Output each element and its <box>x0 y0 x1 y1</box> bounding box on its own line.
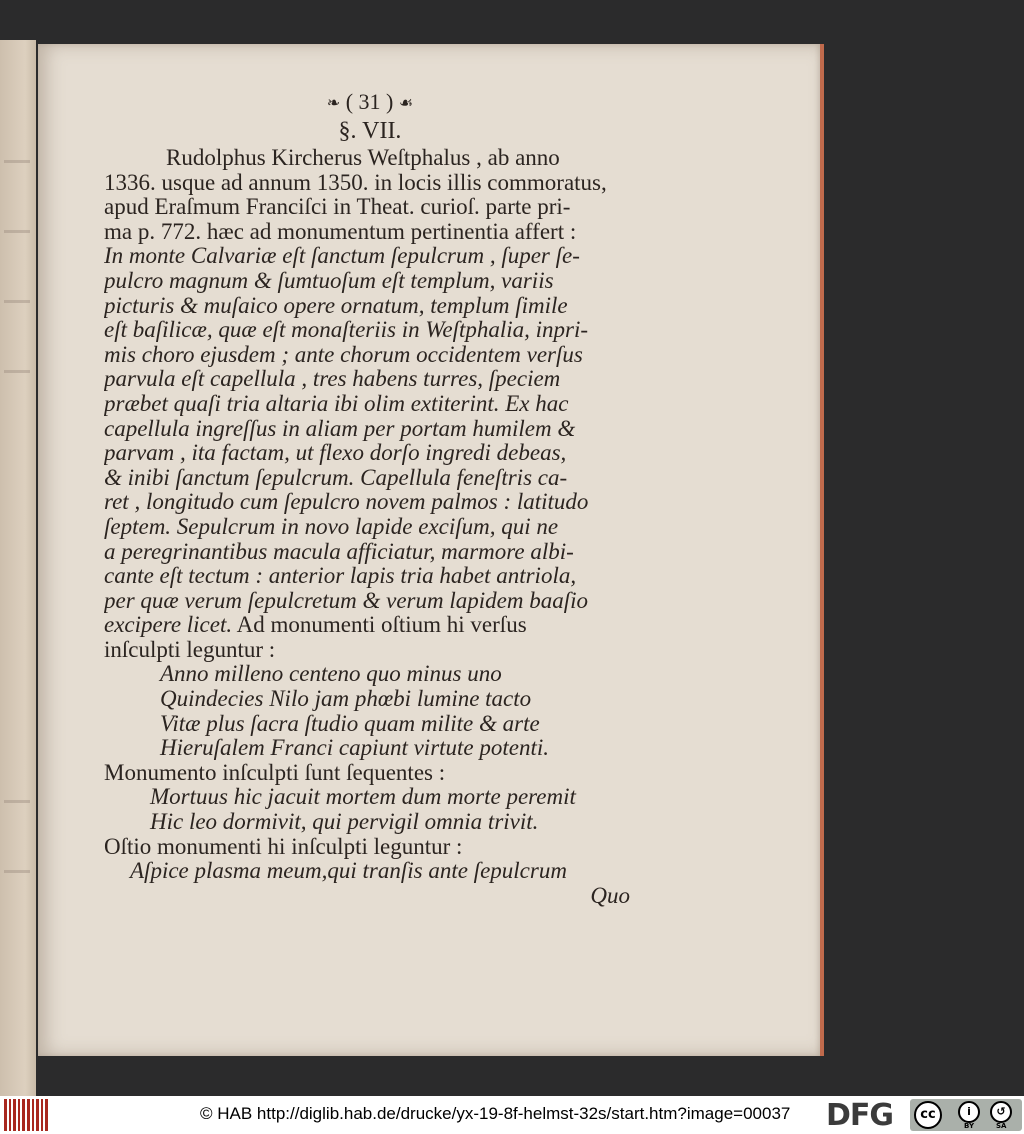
text-line: Hieruſalem Franci capiunt virtute potenti. <box>160 736 550 761</box>
text-line: mis choro ejusdem ; ante chorum occidentem verſus <box>104 342 583 367</box>
text-line: parvula eſt capellula , tres habens turres, ſpeciem <box>104 367 561 392</box>
by-label: BY <box>964 1122 975 1130</box>
text-line: cante eſt tectum : anterior lapis tria habet antriola, <box>104 564 577 589</box>
copyright-link[interactable]: © HAB http://diglib.hab.de/drucke/yx-19-8f-helmst-32s/start.htm?image=00037 <box>200 1104 791 1123</box>
text-line: Quindecies Nilo jam phœbi lumine tacto <box>160 687 532 712</box>
text-line: inſculpti leguntur : <box>104 637 276 662</box>
hab-logo-icon <box>4 1099 48 1131</box>
by-icon: i <box>958 1101 980 1123</box>
text-line: ret , longitudo cum ſepulcro novem palmos : latitudo <box>104 490 589 515</box>
text-lines <box>104 146 644 908</box>
facing-page-edge <box>0 40 36 1096</box>
text-line: præbet quaſi tria altaria ibi olim extiterint. Ex hac <box>104 391 569 416</box>
cc-license-icon[interactable] <box>910 1099 1022 1131</box>
text-line: apud Eraſmum Franciſci in Theat. curioſ. parte pri- <box>104 195 571 220</box>
text-line: parvam , ita factam, ut flexo dorſo ingredi debeas, <box>104 441 567 466</box>
cc-icon: cc <box>914 1101 942 1129</box>
text-line: ſeptem. Sepulcrum in novo lapide exciſum, qui ne <box>104 514 559 539</box>
section-heading: §. VII. <box>338 118 402 144</box>
sa-icon: ↺ <box>990 1101 1012 1123</box>
ornament-left-icon: ❧ <box>326 94 341 112</box>
text-line: Quo <box>590 883 630 908</box>
text-line: & inibi ſanctum ſepulcrum. Capellula feneſtris ca- <box>104 465 568 490</box>
text-line: picturis & muſaico opere ornatum, templum ſimile <box>104 293 568 318</box>
text-line: capellula ingreſſus in aliam per portam humilem & <box>104 416 576 441</box>
dfg-logo: DFG <box>826 1098 894 1133</box>
page-number-text: ( 31 ) <box>345 89 394 114</box>
text-line: Anno milleno centeno quo minus uno <box>160 662 502 687</box>
text-line: 1336. usque ad annum 1350. in locis illis commoratus, <box>104 170 607 195</box>
footer-bar <box>0 1096 1024 1134</box>
sa-label: SA <box>996 1122 1007 1130</box>
text-line: Oſtio monumenti hi inſculpti leguntur : <box>104 834 463 859</box>
text-line: Vitæ plus ſacra ſtudio quam milite & arte <box>160 711 540 736</box>
text-line: eſt baſilicæ, quæ eſt monaſteriis in Weſtphalia, inpri- <box>104 318 589 343</box>
text-line: pulcro magnum & ſumtuoſum eſt templum, variis <box>104 268 554 293</box>
text-line: excipere licet. Ad monumenti oſtium hi verſus <box>104 613 527 638</box>
page-number <box>96 88 644 116</box>
text-line: Mortuus hic jacuit mortem dum morte peremit <box>150 785 576 810</box>
text-line: Rudolphus Kircherus Weſtphalus , ab anno <box>166 146 560 170</box>
page-red-edge <box>820 44 824 1056</box>
text-line: Monumento inſculpti ſunt ſequentes : <box>104 760 446 785</box>
ornament-right-icon: ☙ <box>398 94 414 112</box>
text-line: In monte Calvariæ eſt ſanctum ſepulcrum , ſuper ſe- <box>104 244 580 269</box>
text-line: Hic leo dormivit, qui pervigil omnia trivit. <box>150 810 539 835</box>
text-line: ma p. 772. hæc ad monumentum pertinentia affert : <box>104 219 577 244</box>
text-line: per quæ verum ſepulcretum & verum lapidem baaſio <box>104 588 588 613</box>
text-line: Aſpice plasma meum,qui tranſis ante ſepulcrum <box>130 859 567 884</box>
page-text <box>104 88 644 908</box>
text-line: a peregrinantibus macula afficiatur, marmore albi- <box>104 539 574 564</box>
